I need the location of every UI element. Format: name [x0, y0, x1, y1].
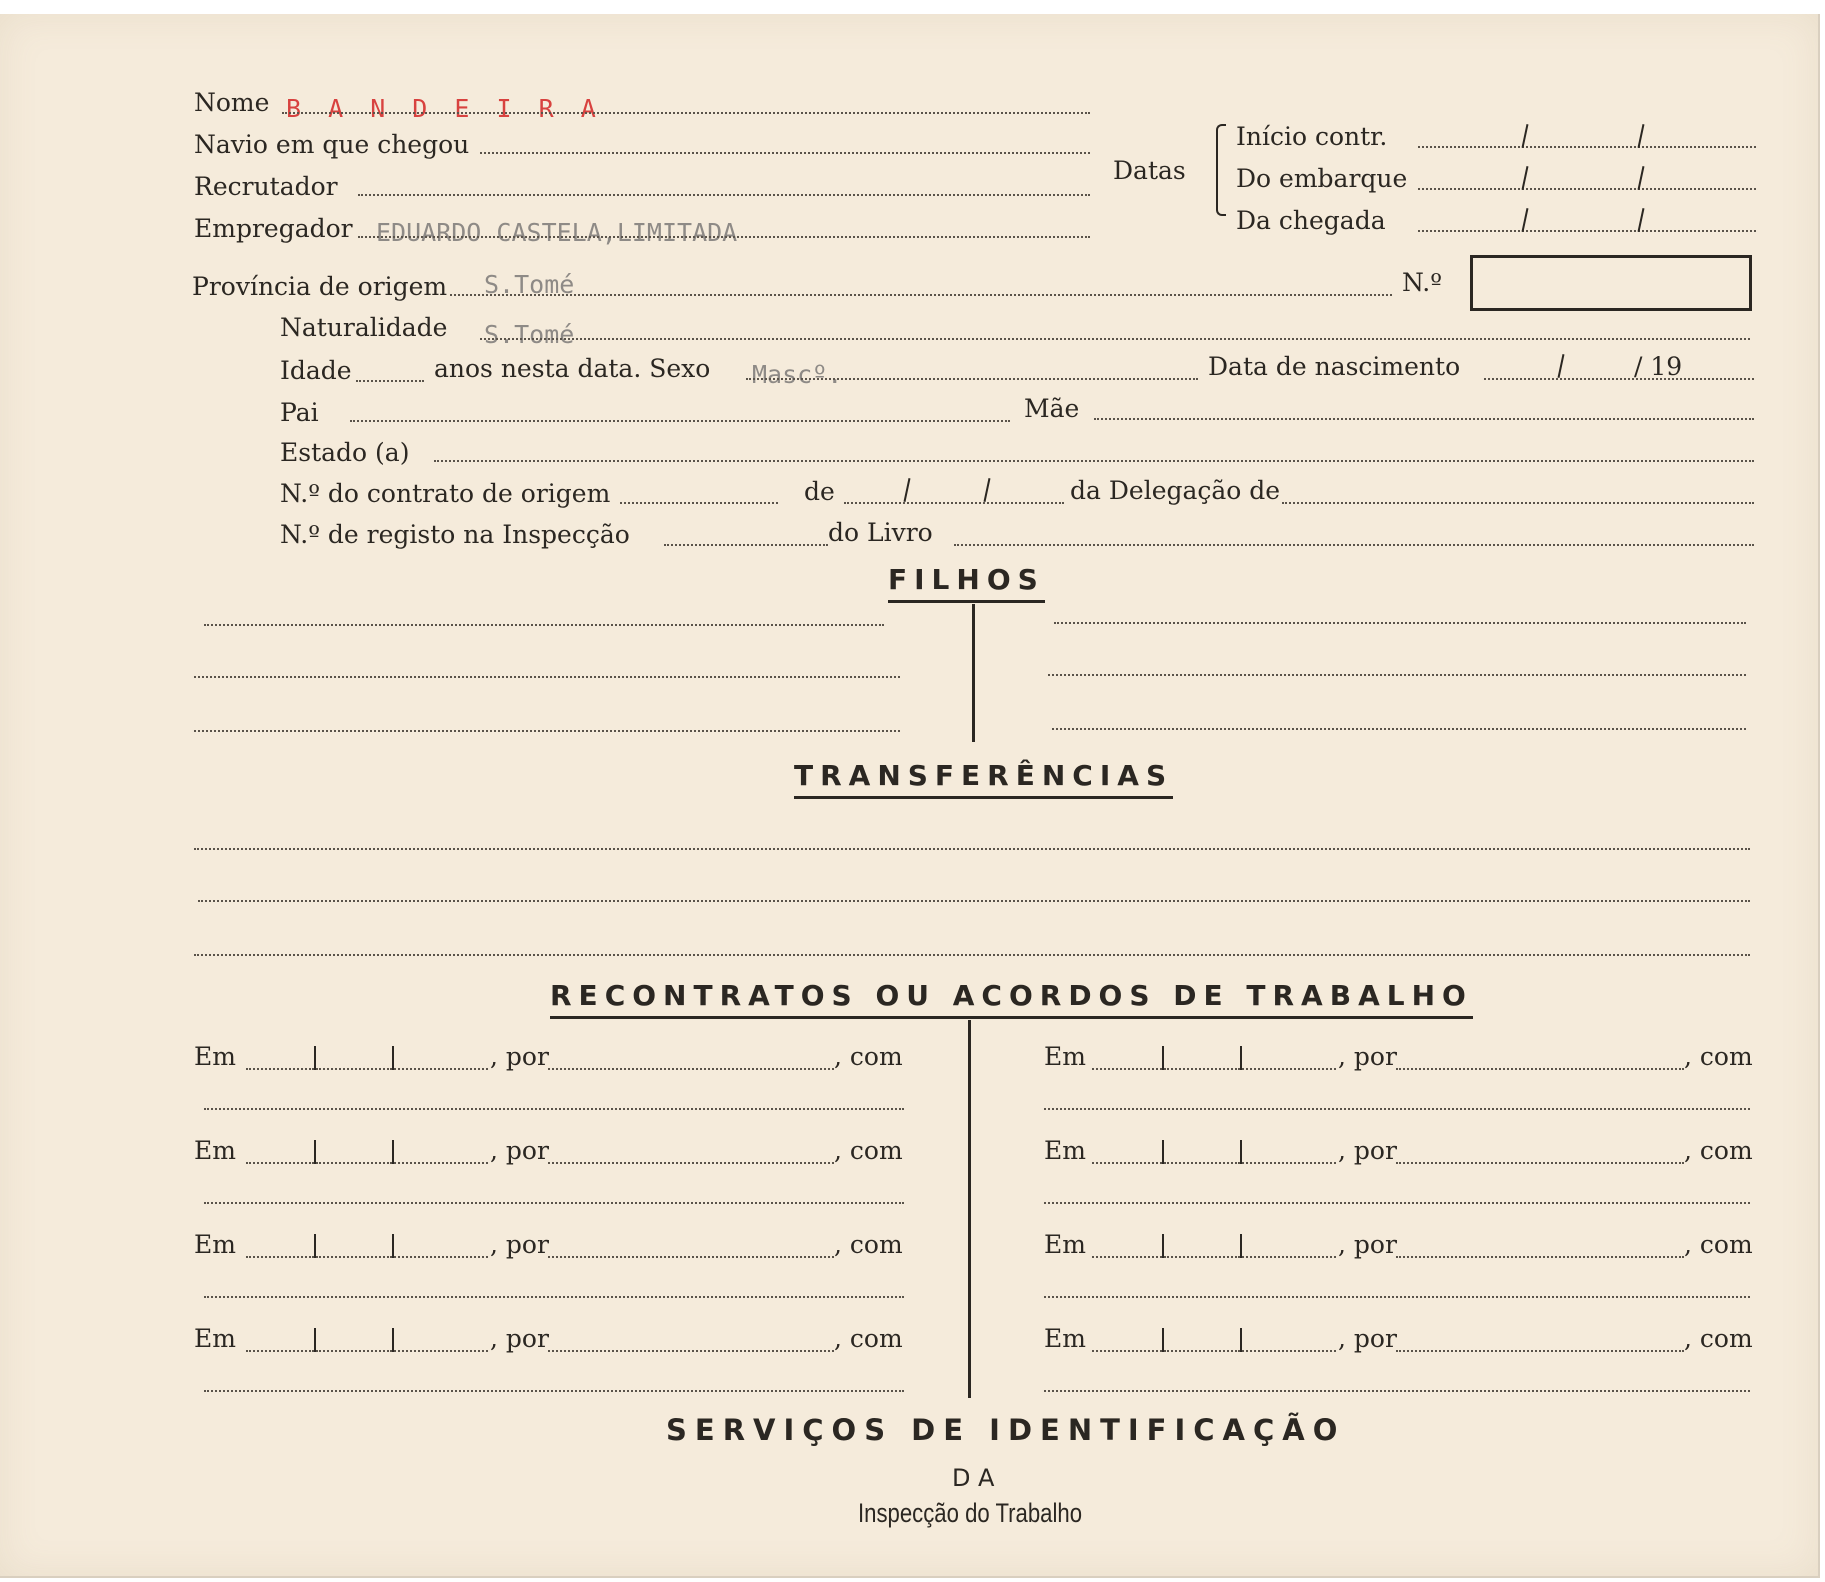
transferencias-line-2[interactable] [198, 900, 1750, 902]
nascimento-line[interactable] [1484, 378, 1754, 380]
recontratos-heading: RECONTRATOS OU ACORDOS DE TRABALHO [550, 982, 1473, 1019]
recontrato-right-1-por-line[interactable] [1396, 1068, 1684, 1070]
recontrato-left-1-por-label: , por [490, 1042, 549, 1071]
recontrato-right-1-year-line[interactable] [1242, 1068, 1336, 1070]
recontrato-left-4-com-line[interactable] [204, 1390, 904, 1392]
recontrato-right-4-day-line[interactable] [1092, 1350, 1162, 1352]
footer-da: DA [952, 1464, 1003, 1492]
empregador-line[interactable] [358, 236, 1090, 238]
recontrato-left-3-por-line[interactable] [548, 1256, 834, 1258]
recontrato-right-1-com-label: , com [1684, 1042, 1753, 1071]
contrato-line[interactable] [620, 502, 778, 504]
recontrato-right-1-com-line[interactable] [1044, 1108, 1750, 1110]
registo-label: N.º de registo na Inspecção [280, 520, 630, 549]
recontrato-right-4-month-line[interactable] [1164, 1350, 1240, 1352]
nome-value: B A N D E I R A [286, 94, 602, 123]
recontrato-left-2-com-label: , com [834, 1136, 903, 1165]
recontrato-right-1-day-line[interactable] [1092, 1068, 1162, 1070]
recontrato-left-4-por-label: , por [490, 1324, 549, 1353]
datas-brace [1216, 124, 1226, 216]
recontrato-right-4-tick-2 [1240, 1328, 1242, 1352]
numero-label: N.º [1402, 268, 1442, 297]
recontrato-left-3-com-line[interactable] [204, 1296, 904, 1298]
anos-sexo-label: anos nesta data. Sexo [434, 354, 711, 383]
datas-embarque-line[interactable] [1418, 188, 1756, 190]
livro-label: do Livro [828, 518, 933, 547]
datas-label: Datas [1113, 156, 1186, 185]
recontrato-left-3-year-line[interactable] [394, 1256, 488, 1258]
recontrato-right-4-por-line[interactable] [1396, 1350, 1684, 1352]
mae-line[interactable] [1094, 418, 1754, 420]
nome-label: Nome [194, 88, 270, 117]
datas-chegada-label: Da chegada [1236, 206, 1386, 235]
recontrato-left-1-em-label: Em [194, 1042, 236, 1071]
filhos-left-line-1[interactable] [204, 624, 884, 626]
numero-box[interactable] [1470, 255, 1752, 311]
recontrato-left-4-tick-1 [314, 1328, 316, 1352]
recontrato-right-3-por-label: , por [1338, 1230, 1397, 1259]
navio-label: Navio em que chegou [194, 130, 470, 159]
recontrato-left-1-month-line[interactable] [316, 1068, 392, 1070]
recontrato-right-3-por-line[interactable] [1396, 1256, 1684, 1258]
datas-embarque-label: Do embarque [1236, 164, 1408, 193]
datas-inicio-label: Início contr. [1236, 122, 1388, 151]
contrato-label: N.º do contrato de origem [280, 479, 611, 508]
provincia-line[interactable] [450, 294, 1392, 296]
filhos-divider [972, 604, 975, 742]
filhos-right-line-2[interactable] [1048, 674, 1746, 676]
recontrato-right-2-por-line[interactable] [1396, 1162, 1684, 1164]
recontrato-left-2-day-line[interactable] [246, 1162, 314, 1164]
recontrato-right-4-por-label: , por [1338, 1324, 1397, 1353]
recontrato-left-2-em-label: Em [194, 1136, 236, 1165]
filhos-left-line-2[interactable] [194, 676, 900, 678]
recontrato-left-2-year-line[interactable] [394, 1162, 488, 1164]
provincia-value: S.Tomé [484, 270, 575, 299]
recontrato-right-1-em-label: Em [1044, 1042, 1086, 1071]
recontrato-right-4-tick-1 [1162, 1328, 1164, 1352]
naturalidade-line[interactable] [480, 338, 1750, 340]
delegacao-line[interactable] [1282, 502, 1754, 504]
recontrato-left-4-em-label: Em [194, 1324, 236, 1353]
footer-subtitle: Inspecção do Trabalho [858, 1498, 1083, 1528]
datas-chegada-line[interactable] [1418, 230, 1756, 232]
recontrato-left-1-tick-2 [392, 1046, 394, 1070]
recontrato-right-2-tick-1 [1162, 1140, 1164, 1164]
transferencias-heading: TRANSFERÊNCIAS [794, 762, 1173, 799]
recontrato-right-4-com-label: , com [1684, 1324, 1753, 1353]
datas-inicio-line[interactable] [1418, 146, 1756, 148]
recontrato-right-3-day-line[interactable] [1092, 1256, 1162, 1258]
recontrato-left-1-year-line[interactable] [394, 1068, 488, 1070]
recontrato-right-3-com-line[interactable] [1044, 1296, 1750, 1298]
nascimento-label: Data de nascimento [1208, 352, 1461, 381]
recontrato-left-2-por-line[interactable] [548, 1162, 834, 1164]
recontrato-right-1-tick-1 [1162, 1046, 1164, 1070]
recontrato-left-1-com-line[interactable] [204, 1108, 904, 1110]
empregador-label: Empregador [194, 214, 353, 243]
recontrato-left-1-tick-1 [314, 1046, 316, 1070]
recontrato-right-4-year-line[interactable] [1242, 1350, 1336, 1352]
idade-line[interactable] [356, 380, 424, 382]
estado-label: Estado (a) [280, 438, 410, 467]
livro-line[interactable] [954, 544, 1754, 546]
recontrato-right-1-tick-2 [1240, 1046, 1242, 1070]
naturalidade-label: Naturalidade [280, 313, 448, 342]
recontrato-right-2-tick-2 [1240, 1140, 1242, 1164]
filhos-right-line-1[interactable] [1054, 622, 1746, 624]
recontrato-left-3-com-label: , com [834, 1230, 903, 1259]
recontrato-right-3-month-line[interactable] [1164, 1256, 1240, 1258]
recontrato-left-4-com-label: , com [834, 1324, 903, 1353]
recontrato-left-3-tick-1 [314, 1234, 316, 1258]
recontrato-left-3-em-label: Em [194, 1230, 236, 1259]
recontrato-right-3-em-label: Em [1044, 1230, 1086, 1259]
recrutador-line[interactable] [358, 194, 1090, 196]
pai-line[interactable] [350, 420, 1010, 422]
navio-line[interactable] [480, 152, 1090, 154]
recontrato-right-3-com-label: , com [1684, 1230, 1753, 1259]
recontrato-left-4-tick-2 [392, 1328, 394, 1352]
recontrato-right-2-com-label: , com [1684, 1136, 1753, 1165]
recontrato-left-2-com-line[interactable] [204, 1202, 904, 1204]
registo-line[interactable] [664, 544, 828, 546]
nascimento-century: / 19 [1634, 352, 1683, 381]
recontrato-left-4-year-line[interactable] [394, 1350, 488, 1352]
recontrato-right-1-por-label: , por [1338, 1042, 1397, 1071]
filhos-right-line-3[interactable] [1052, 728, 1746, 730]
recrutador-label: Recrutador [194, 172, 338, 201]
filhos-heading: FILHOS [888, 566, 1045, 603]
recontrato-right-1-month-line[interactable] [1164, 1068, 1240, 1070]
sexo-value: Mascº. [752, 360, 843, 389]
recontrato-right-2-day-line[interactable] [1092, 1162, 1162, 1164]
transferencias-line-3[interactable] [194, 954, 1750, 956]
recontrato-left-4-por-line[interactable] [548, 1350, 834, 1352]
contrato-date-line[interactable] [844, 502, 1064, 504]
pai-label: Pai [280, 398, 319, 427]
idade-label: Idade [280, 356, 352, 385]
footer-title: SERVIÇOS DE IDENTIFICAÇÃO [666, 1413, 1346, 1447]
recontrato-right-2-month-line[interactable] [1164, 1162, 1240, 1164]
recontrato-right-2-com-line[interactable] [1044, 1202, 1750, 1204]
recontrato-left-2-por-label: , por [490, 1136, 549, 1165]
contrato-de-label: de [804, 477, 835, 506]
recontrato-right-2-em-label: Em [1044, 1136, 1086, 1165]
naturalidade-value: S.Tomé [484, 320, 575, 349]
recontrato-left-4-day-line[interactable] [246, 1350, 314, 1352]
recontrato-right-2-por-label: , por [1338, 1136, 1397, 1165]
empregador-value: EDUARDO CASTELA,LIMITADA [376, 218, 738, 247]
recontrato-right-4-com-line[interactable] [1044, 1390, 1750, 1392]
recontrato-left-1-por-line[interactable] [548, 1068, 834, 1070]
recontrato-right-3-tick-1 [1162, 1234, 1164, 1258]
recontrato-left-2-tick-2 [392, 1140, 394, 1164]
mae-label: Mãe [1024, 394, 1080, 423]
recontrato-left-3-tick-2 [392, 1234, 394, 1258]
recontrato-left-3-day-line[interactable] [246, 1256, 314, 1258]
transferencias-line-1[interactable] [194, 848, 1750, 850]
recontrato-left-3-por-label: , por [490, 1230, 549, 1259]
provincia-label: Província de origem [192, 272, 448, 301]
recontrato-right-3-tick-2 [1240, 1234, 1242, 1258]
recontrato-left-2-tick-1 [314, 1140, 316, 1164]
recontrato-right-3-year-line[interactable] [1242, 1256, 1336, 1258]
recontrato-left-2-month-line[interactable] [316, 1162, 392, 1164]
delegacao-label: da Delegação de [1070, 476, 1281, 505]
nome-line[interactable] [282, 112, 1090, 114]
recontrato-left-1-day-line[interactable] [246, 1068, 314, 1070]
estado-line[interactable] [434, 460, 1754, 462]
recontratos-divider [968, 1020, 971, 1398]
filhos-left-line-3[interactable] [194, 730, 900, 732]
recontrato-right-2-year-line[interactable] [1242, 1162, 1336, 1164]
recontrato-left-3-month-line[interactable] [316, 1256, 392, 1258]
recontrato-left-1-com-label: , com [834, 1042, 903, 1071]
sexo-line[interactable] [746, 378, 1198, 380]
recontrato-left-4-month-line[interactable] [316, 1350, 392, 1352]
recontrato-right-4-em-label: Em [1044, 1324, 1086, 1353]
